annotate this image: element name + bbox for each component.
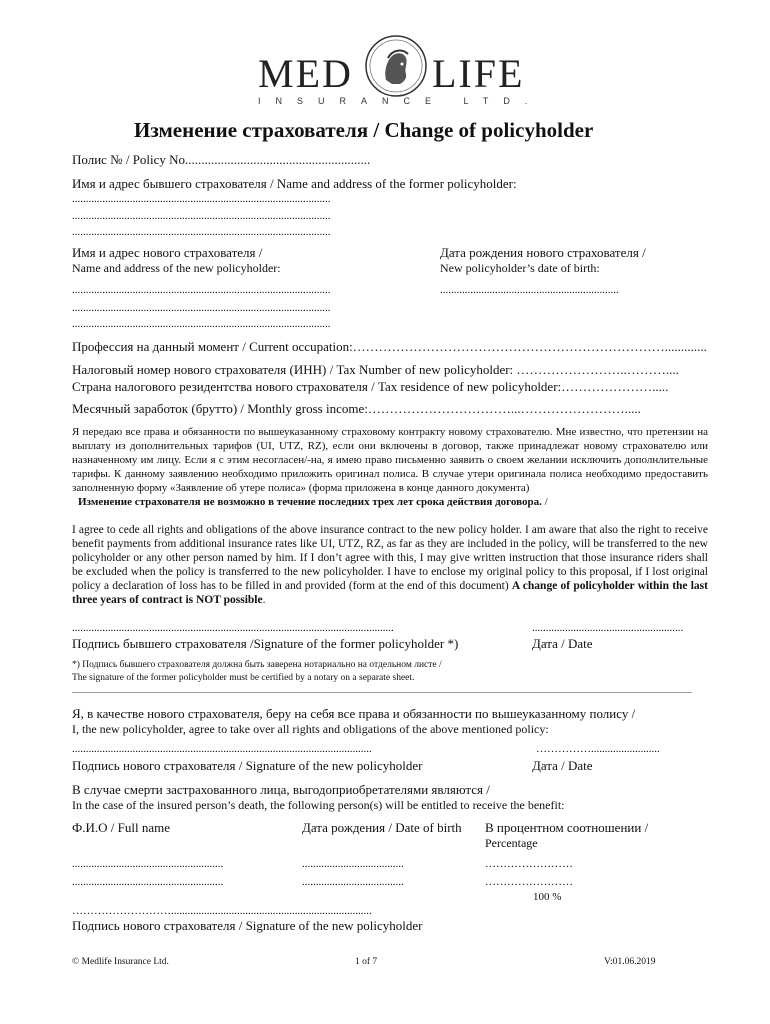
accept-ru: Я, в качестве нового страхователя, беру на себя все права и обязанности по вышеуказанному полису /: [72, 706, 636, 721]
declaration-en-bold: A change of policyholder within the last three years of contract is NOT possible: [72, 580, 708, 606]
dob-label-ru: Дата рождения нового страхователя /: [440, 245, 646, 260]
beneficiary-1-name[interactable]: .......................................................: [72, 858, 224, 870]
beneficiary-1-dob[interactable]: .....................................: [302, 858, 404, 870]
former-policyholder-label: Имя и адрес бывшего страхователя / Name and address of the former policyholder:: [72, 176, 517, 191]
declaration-ru-slash: /: [541, 496, 548, 508]
tax-residence-field[interactable]: Страна налогового резидентства нового страхователя / Tax residence of new policyholder:………………….....: [72, 379, 669, 394]
tax-number-field[interactable]: Налоговый номер нового страхователя (ИНН) / Tax Number of new policyholder: ……………………..………....: [72, 362, 679, 377]
declaration-ru: [72, 425, 708, 509]
former-line-3[interactable]: ..............................................................................................: [72, 226, 331, 238]
percentage-total: 100 %: [533, 891, 562, 903]
occupation-field[interactable]: Профессия на данный момент / Current occupation:……………………………………………………………….............: [72, 339, 707, 354]
former-signature-line[interactable]: .....................................................................................................................: [72, 622, 394, 634]
new-date-label: Дата / Date: [532, 758, 593, 773]
new-signature-line[interactable]: .............................................................................................................: [72, 743, 372, 755]
logo-emblem-icon: [364, 34, 428, 98]
beneficiary-1-pct[interactable]: ……………………: [485, 858, 573, 870]
dob-label-en: New policyholder’s date of birth:: [440, 261, 600, 275]
new-date-line[interactable]: …………….........................: [536, 743, 660, 755]
logo-left-word: MED: [258, 51, 353, 96]
former-date-label: Дата / Date: [532, 636, 593, 651]
declaration-en-end: .: [262, 594, 266, 606]
logo-subtitle: INSURANCE LTD.: [258, 96, 543, 106]
dob-input-line[interactable]: .................................................................: [440, 284, 619, 296]
former-line-1[interactable]: ..............................................................................................: [72, 193, 331, 205]
new-line-3[interactable]: ..............................................................................................: [72, 318, 331, 330]
col-header-pct-ru: В процентном соотношении /: [485, 820, 649, 835]
declaration-en: [72, 523, 708, 607]
declaration-ru-text: Я передаю все права и обязанности по вышеуказанному страховому контракту новому страхователю. Мне известно, что претензии на выплату из дополнительных тарифов (UI, UTZ, RZ), если они включены в договор, также принадлежат новому страхователю или назначенному им лицу. Если я с этим несогласен/-на, я имею право письменно заявить о своем желании исключить дополнлительные тарифы. К данному заявлению необходимо приложить оригинал полиса. В случае утери оригинала полиса необходимо предоставить заполненную форму «Заявление об утере полиса» (форма приложена в конце данного документа): [72, 426, 708, 494]
final-signature-label: Подпись нового страхователя / Signature of the new policyholder: [72, 918, 423, 933]
col-header-name: Ф.И.О / Full name: [72, 820, 171, 835]
former-date-line[interactable]: .......................................................: [532, 622, 684, 634]
final-signature-line[interactable]: ……………………….........................................................................: [72, 905, 372, 917]
death-benefit-ru: В случае смерти застрахованного лица, выгодоприобретателями являются /: [72, 782, 490, 797]
declaration-en-text: I agree to cede all rights and obligations of the above insurance contract to the new policy holder. I am aware that also the right to receive benefit payments from additional insurance rates like UI, UTZ, RZ, as far as they are included in the policy, will be transferred to the new policyholder or any other person named by him. If I don’t agree with this, I may give written instruction that those insurance riders shall be excluded when the policy is transferred to the new policyholder. I have to enclose my original policy to this proposal, if I lost original policy a declaration of loss has to be filled in and provided (form at the end of this document): [72, 524, 708, 592]
income-field[interactable]: Месячный заработок (брутто) / Monthly gross income:……………………………...…………………….....: [72, 401, 641, 416]
footer-version: V:01.06.2019: [604, 957, 656, 967]
footnote-ru: *) Подпись бывшего страхователя должна быть заверена нотариально на отдельном листе /: [72, 660, 442, 670]
col-header-dob: Дата рождения / Date of birth: [302, 820, 462, 835]
policy-number-field[interactable]: Полис № / Policy No.........................................................: [72, 152, 371, 167]
beneficiary-2-dob[interactable]: .....................................: [302, 876, 404, 888]
new-line-1[interactable]: ..............................................................................................: [72, 284, 331, 296]
beneficiary-2-pct[interactable]: ……………………: [485, 876, 573, 888]
page-title: Изменение страхователя / Change of policyholder: [134, 118, 594, 142]
new-policyholder-label-ru: Имя и адрес нового страхователя /: [72, 245, 263, 260]
new-line-2[interactable]: ..............................................................................................: [72, 302, 331, 314]
beneficiary-2-name[interactable]: .......................................................: [72, 876, 224, 888]
death-benefit-en: In the case of the insured person’s death, the following person(s) will be entitled to receive the benefit:: [72, 798, 565, 812]
former-line-2[interactable]: ..............................................................................................: [72, 210, 331, 222]
new-policyholder-label-en: Name and address of the new policyholder:: [72, 261, 281, 275]
footer-page-number: 1 of 7: [355, 957, 378, 967]
new-signature-label: Подпись нового страхователя / Signature of the new policyholder: [72, 758, 423, 773]
declaration-ru-bold: Изменение страхователя не возможно в течение последних трех лет срока действия договора.: [78, 496, 542, 508]
col-header-pct-en: Percentage: [485, 836, 538, 850]
accept-en: I, the new policyholder, agree to take over all rights and obligations of the above mentioned policy:: [72, 722, 549, 736]
footnote-en: The signature of the former policyholder must be certified by a notary on a separate sheet.: [72, 673, 415, 683]
logo-right-word: LIFE: [432, 51, 525, 96]
section-divider: [72, 692, 692, 693]
footer-copyright: © Medlife Insurance Ltd.: [72, 957, 169, 967]
former-signature-label: Подпись бывшего страхователя /Signature of the former policyholder *): [72, 636, 459, 651]
